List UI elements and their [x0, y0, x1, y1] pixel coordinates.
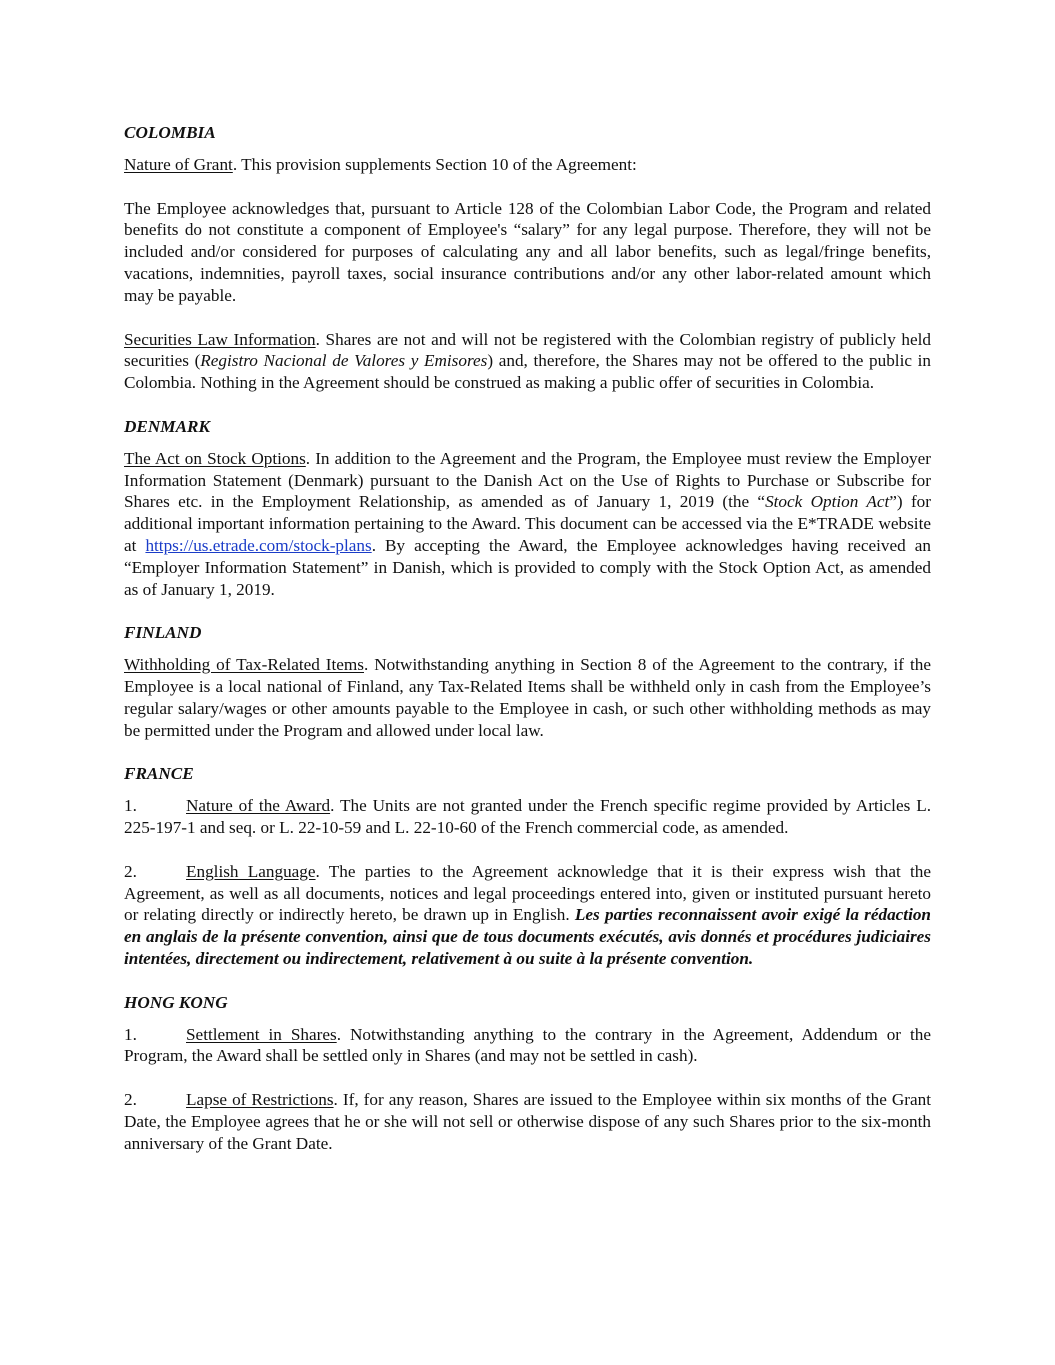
hongkong-item-1-text: . Notwithstanding anything to the contrary in the Agreement, Addendum or the Program, the Award shall be settled only in Shares (and may not be settled in cash).	[124, 1024, 932, 1066]
france-item-1-number: 1.	[124, 796, 137, 816]
colombia-securities-law-title: Securities Law Information	[124, 329, 316, 349]
france-item-2-number: 2.	[124, 861, 137, 881]
colombia-acknowledgement: The Employee acknowledges that, pursuant to Article 128 of the Colombian Labor Code, the Program and related benefits do not constitute a component of Employee's “salary” for any legal purpose. Therefore, they will not be included and/or considered for purposes of calculating any and all labor benefits, such as legal/fringe benefits, vacations, indemnities, payroll taxes, social insurance contributions and/or any other labor-related amount which may be payable.	[124, 198, 931, 305]
colombia-securities-law-text-a: . Shares are not and will not be registered with the Colombian registry of publicly held securities (	[124, 329, 931, 371]
etrade-stock-plans-link[interactable]: https://us.etrade.com/stock-plans	[145, 535, 372, 555]
section-colombia	[124, 122, 931, 394]
hongkong-item-2	[124, 1089, 931, 1154]
section-france	[124, 763, 931, 969]
denmark-act-text-c: . By accepting the Award, the Employee acknowledges having received an “Employer Information Statement” in Danish, which is provided to comply with the Stock Option Act, as amended as of January 1, 2019.	[124, 535, 931, 599]
section-heading-finland: FINLAND	[124, 623, 202, 643]
section-hong-kong	[124, 992, 931, 1155]
france-item-2-text: . The parties to the Agreement acknowledge that it is their express wish that the Agreement, as well as all documents, notices and legal proceedings entered into, given or instituted pursuant hereto or relating directly or indirectly hereto, be drawn up in English.	[124, 861, 931, 925]
france-item-2-french-text: Les parties reconnaissent avoir exigé la rédaction en anglais de la présente convention, ainsi que de tous documents exécutés, avis donnés et procédures judiciaires intentées, directement ou indirectement, relativement à ou suite à la présente convention.	[124, 905, 931, 968]
hongkong-item-1	[124, 1024, 931, 1068]
colombia-nature-of-grant-text: . This provision supplements Section 10 of the Agreement:	[232, 154, 637, 174]
france-item-1-title: Nature of the Award	[186, 796, 331, 816]
hongkong-item-2-title: Lapse of Restrictions	[186, 1090, 334, 1110]
denmark-act-title: The Act on Stock Options	[124, 448, 306, 468]
section-heading-denmark: DENMARK	[124, 416, 210, 436]
colombia-securities-law	[124, 329, 931, 394]
colombia-nature-of-grant-title: Nature of Grant	[124, 154, 233, 174]
hongkong-item-1-title: Settlement in Shares	[186, 1024, 337, 1044]
france-item-2-title: English Language	[186, 861, 316, 881]
denmark-act-text-b: ”) for additional important information pertaining to the Award. This document can be accessed via the E*TRADE website at	[124, 492, 931, 555]
france-item-2	[124, 861, 931, 970]
denmark-act-on-stock-options	[124, 448, 931, 601]
hongkong-item-1-number: 1.	[124, 1024, 137, 1044]
section-finland	[124, 622, 931, 741]
section-heading-france: FRANCE	[124, 764, 194, 784]
section-denmark	[124, 416, 931, 600]
france-item-1-text: . The Units are not granted under the French specific regime provided by Articles L. 225-197-1 and seq. or L. 22-10-59 and L. 22-10-60 of the French commercial code, as amended.	[124, 796, 931, 837]
colombia-nature-of-grant	[124, 154, 931, 176]
denmark-stock-option-act-term: Stock Option Act	[765, 492, 890, 512]
hongkong-item-2-text: . If, for any reason, Shares are issued to the Employee within six months of the Grant Date, the Employee agrees that he or she will not sell or otherwise dispose of any such Shares prior to the six-month anniversary of the Grant Date.	[124, 1090, 932, 1153]
hongkong-item-2-number: 2.	[124, 1090, 137, 1110]
section-heading-colombia: COLOMBIA	[124, 123, 216, 142]
colombia-registry-name: Registro Nacional de Valores y Emisores	[200, 351, 488, 371]
finland-withholding-title: Withholding of Tax-Related Items	[124, 655, 364, 675]
colombia-securities-law-text-b: ) and, therefore, the Shares may not be offered to the public in Colombia. Nothing in the Agreement should be construed as making a public offer of securities in Colombia.	[124, 351, 932, 393]
finland-withholding	[124, 654, 931, 741]
france-item-1	[124, 795, 931, 839]
denmark-act-text-a: . In addition to the Agreement and the Program, the Employee must review the Employer Information Statement (Denmark) pursuant to the Danish Act on the Use of Rights to Purchase or Subscribe for Shares etc. in the Employment Relationship, as amended as of January 1, 2019 (the “	[124, 448, 931, 512]
finland-withholding-text: . Notwithstanding anything in Section 8 of the Agreement to the contrary, if the Employee is a local national of Finland, any Tax-Related Items shall be withheld only in cash from the Employee’s regular salary/wages or other amounts payable to the Employee in cash, or such other withholding methods as may be permitted under the Program and allowed under local law.	[124, 655, 931, 740]
section-heading-hong-kong: HONG KONG	[124, 992, 228, 1012]
